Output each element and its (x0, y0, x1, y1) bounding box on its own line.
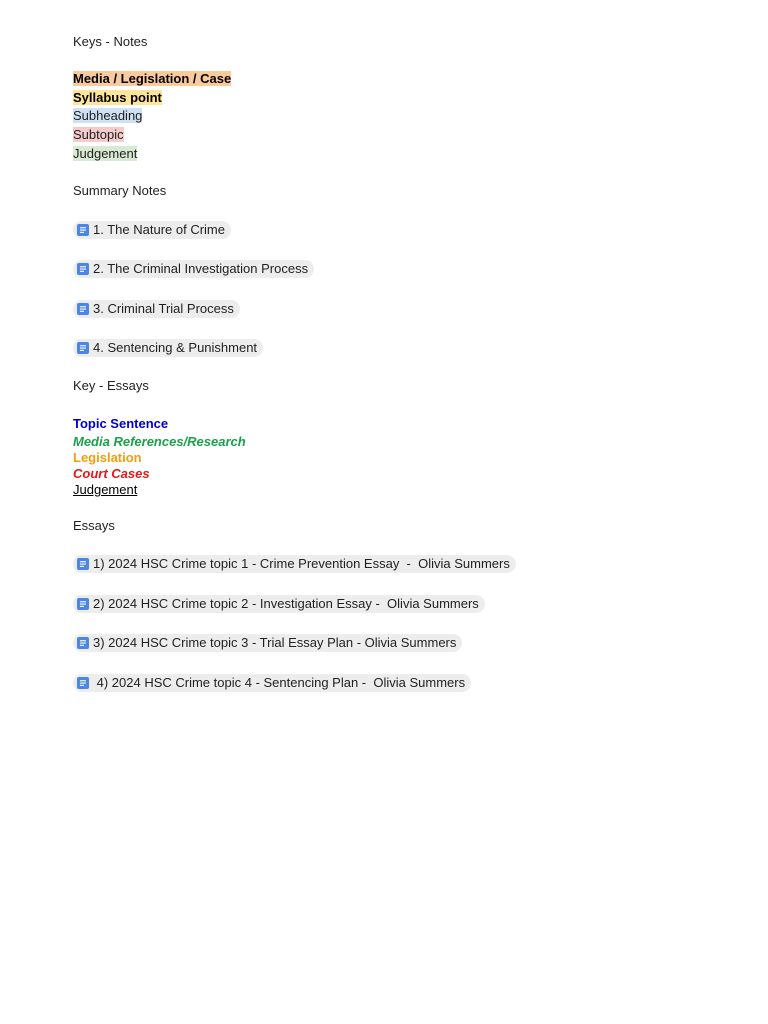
doc-icon (77, 342, 89, 354)
key-subheading-label: Subheading (73, 108, 143, 123)
essay-key-legislation: Legislation (73, 450, 142, 465)
essay-key-topic-sentence: Topic Sentence (73, 416, 169, 431)
doc-icon (77, 263, 89, 275)
essay-link-investigation[interactable] (73, 595, 485, 613)
essays-title: Essays (73, 518, 115, 533)
doc-icon (77, 303, 89, 315)
keys-notes-title: Keys - Notes (73, 34, 148, 49)
key-subtopic-label: Subtopic (73, 127, 124, 142)
essay-link-sentencing-plan[interactable] (73, 674, 471, 692)
essay-link-label: 3) 2024 HSC Crime topic 3 - Trial Essay Plan - Olivia Summers (93, 635, 457, 650)
essay-link-row (73, 555, 516, 573)
key-judgement (73, 145, 137, 164)
key-subtopic (73, 126, 124, 145)
key-essays-title: Key - Essays (73, 378, 149, 393)
key-media-label: Media / Legislation / Case (73, 71, 232, 86)
summary-link-row (73, 339, 263, 357)
essay-link-row (73, 595, 485, 613)
doc-icon (77, 558, 89, 570)
essay-key-media-references: Media References/Research (73, 434, 246, 449)
doc-icon (77, 677, 89, 689)
summary-notes-title: Summary Notes (73, 183, 167, 198)
summary-link-investigation-process[interactable] (73, 260, 314, 278)
summary-link-trial-process[interactable] (73, 300, 240, 318)
key-syllabus-label: Syllabus point (73, 90, 162, 105)
summary-link-label: 4. Sentencing & Punishment (93, 340, 258, 355)
key-syllabus-point (73, 89, 162, 108)
essay-link-trial-plan[interactable] (73, 634, 462, 652)
doc-icon (77, 637, 89, 649)
summary-link-label: 2. The Criminal Investigation Process (93, 261, 309, 276)
essay-key-judgement: Judgement (73, 482, 138, 497)
key-judgement-label: Judgement (73, 146, 138, 161)
doc-icon (77, 224, 89, 236)
summary-link-row (73, 260, 314, 278)
essay-link-row (73, 634, 462, 652)
essay-key-court-cases: Court Cases (73, 466, 150, 481)
summary-link-sentencing-punishment[interactable] (73, 339, 263, 357)
essay-link-row (73, 674, 471, 692)
summary-link-label: 3. Criminal Trial Process (93, 301, 234, 316)
essay-link-label: 4) 2024 HSC Crime topic 4 - Sentencing Plan - Olivia Summers (93, 675, 466, 690)
key-media-legislation-case (73, 70, 231, 89)
key-subheading (73, 107, 142, 126)
summary-link-nature-of-crime[interactable] (73, 221, 231, 239)
essay-link-label: 2) 2024 HSC Crime topic 2 - Investigation Essay - Olivia Summers (93, 596, 479, 611)
summary-link-row (73, 300, 240, 318)
summary-link-label: 1. The Nature of Crime (93, 222, 225, 237)
essay-link-crime-prevention[interactable] (73, 555, 516, 573)
summary-link-row (73, 221, 231, 239)
essay-link-label: 1) 2024 HSC Crime topic 1 - Crime Prevention Essay - Olivia Summers (93, 556, 510, 571)
doc-icon (77, 598, 89, 610)
